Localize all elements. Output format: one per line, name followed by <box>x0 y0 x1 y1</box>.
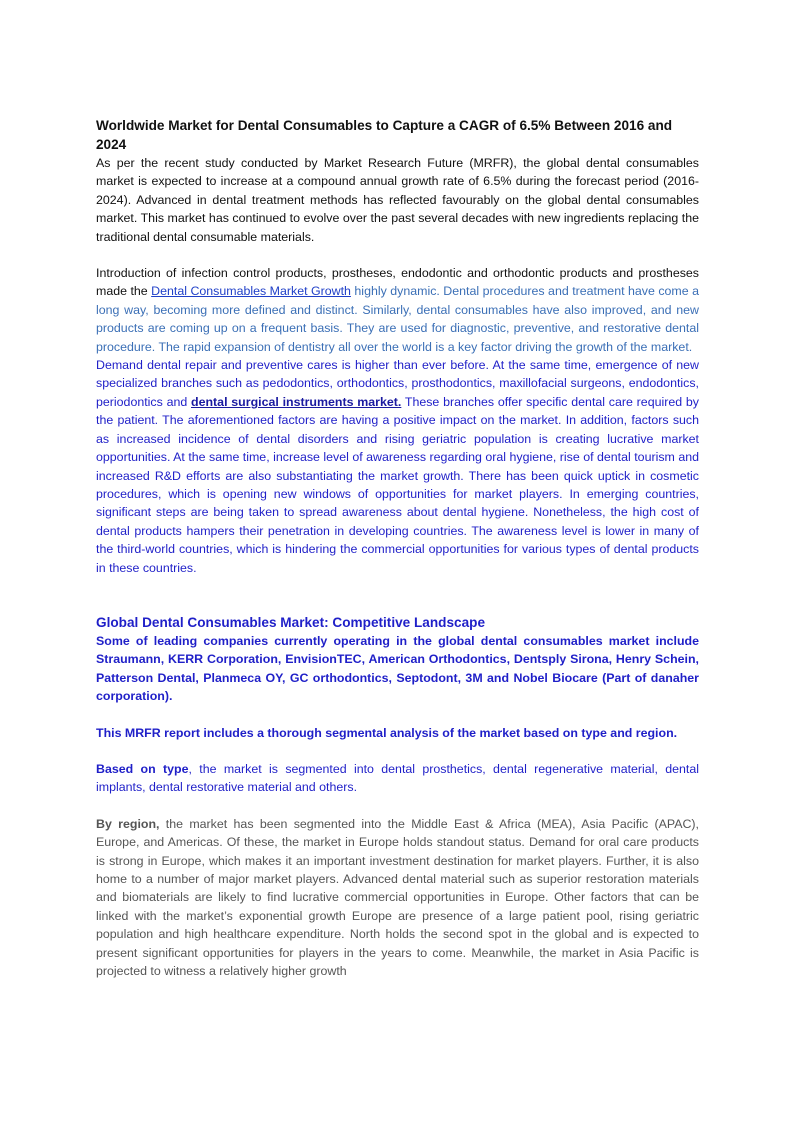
region-segment-paragraph <box>96 815 699 981</box>
paragraph-market-dynamics <box>96 264 699 356</box>
spacer <box>96 246 699 264</box>
segmental-analysis-paragraph: This MRFR report includes a thorough segmental analysis of the market based on type and region. <box>96 725 678 740</box>
spacer <box>96 706 699 724</box>
paragraph-text: highly dynamic. Dental procedures and treatment have come a long way, becoming more defined and distinct. Similarly, dental consumables have also improved, and new products are coming up on a frequent basis. They are used for diagnostic, preventive, and restorative dental procedure. The rapid expansion of dentistry all over the world is a key factor driving the growth of the market. <box>96 284 699 354</box>
spacer <box>96 742 699 760</box>
paragraph-text: Introduction of infection control products, prostheses, endodontic and orthodontic products and prostheses made the <box>96 266 699 299</box>
document-title: Worldwide Market for Dental Consumables to Capture a CAGR of 6.5% Between 2016 and 2024 <box>96 118 673 152</box>
dental-surgical-instruments-market-link[interactable]: dental surgical instruments market. <box>191 394 402 409</box>
paragraph-text: , the market is segmented into dental prosthetics, dental regenerative material, dental implants, dental restorative material and others. <box>96 761 699 795</box>
spacer <box>96 797 699 815</box>
paragraph-text: the market has been segmented into the Middle East & Africa (MEA), Asia Pacific (APAC), Europe, and Americas. Of these, the market in Europe holds standout status. Demand for oral care products is strong in Europe, which makes it an important investment destination for market players. Further, it is also home to a number of major market players. Advanced dental material such as superior restoration materials and biomaterials are likely to find lucrative commercial opportunities in Europe. Other factors that can be linked with the market’s exponential growth Europe are presence of a large patient pool, rising geriatric population and high healthcare expenditure. North holds the second spot in the global and is expected to present significant opportunities for players in the years to come. Meanwhile, the market in Asia Pacific is projected to witness a relatively higher growth <box>96 816 699 979</box>
document-body <box>96 116 699 980</box>
spacer <box>96 577 699 613</box>
intro-paragraph: As per the recent study conducted by Market Research Future (MRFR), the global dental consumables market is expected to increase at a compound annual growth rate of 6.5% during the forecast period (2016-2024). Advanced in dental treatment methods has reflected favourably on the global dental consumables market. This market has continued to evolve over the past several decades with new ingredients replacing the traditional dental consumable materials. <box>96 156 699 244</box>
paragraph-lead: Based on type <box>96 761 189 776</box>
section-heading: Global Dental Consumables Market: Competitive Landscape <box>96 614 486 630</box>
paragraph-demand <box>96 356 699 577</box>
paragraph-lead: By region, <box>96 816 160 831</box>
paragraph-text: These branches offer specific dental care required by the patient. The aforementioned factors are having a positive impact on the market. In addition, factors such as increased incidence of dental disorders and rising geriatric population is creating lucrative market opportunities. At the same time, increase level of awareness regarding oral hygiene, rise of dental tourism and increased R&D efforts are also substantiating the market growth. There has been quick uptick in cosmetic procedures, which is opening new windows of opportunities for market players. In emerging countries, significant steps are being taken to spread awareness about dental hygiene. Nonetheless, the high cost of dental products hampers their penetration in developing countries. The awareness level is lower in many of the third-world countries, which is hindering the commercial opportunities for various types of dental products in these countries. <box>96 394 699 575</box>
dental-consumables-market-growth-link[interactable]: Dental Consumables Market Growth <box>151 284 351 299</box>
competitive-landscape-paragraph: Some of leading companies currently operating in the global dental consumables market include Straumann, KERR Corporation, EnvisionTEC, American Orthodontics, Dentsply Sirona, Henry Schein, Patterson Dental, Planmeca OY, GC orthodontics, Septodont, 3M and Nobel Biocare (Part of danaher corporation). <box>96 633 699 704</box>
paragraph-text: Demand dental repair and preventive cares is higher than ever before. At the same time, emergence of new specialized branches such as pedodontics, orthodontics, prosthodontics, maxillofacial surgeons, endodontics, periodontics and <box>96 358 699 409</box>
type-segment-paragraph <box>96 760 699 797</box>
